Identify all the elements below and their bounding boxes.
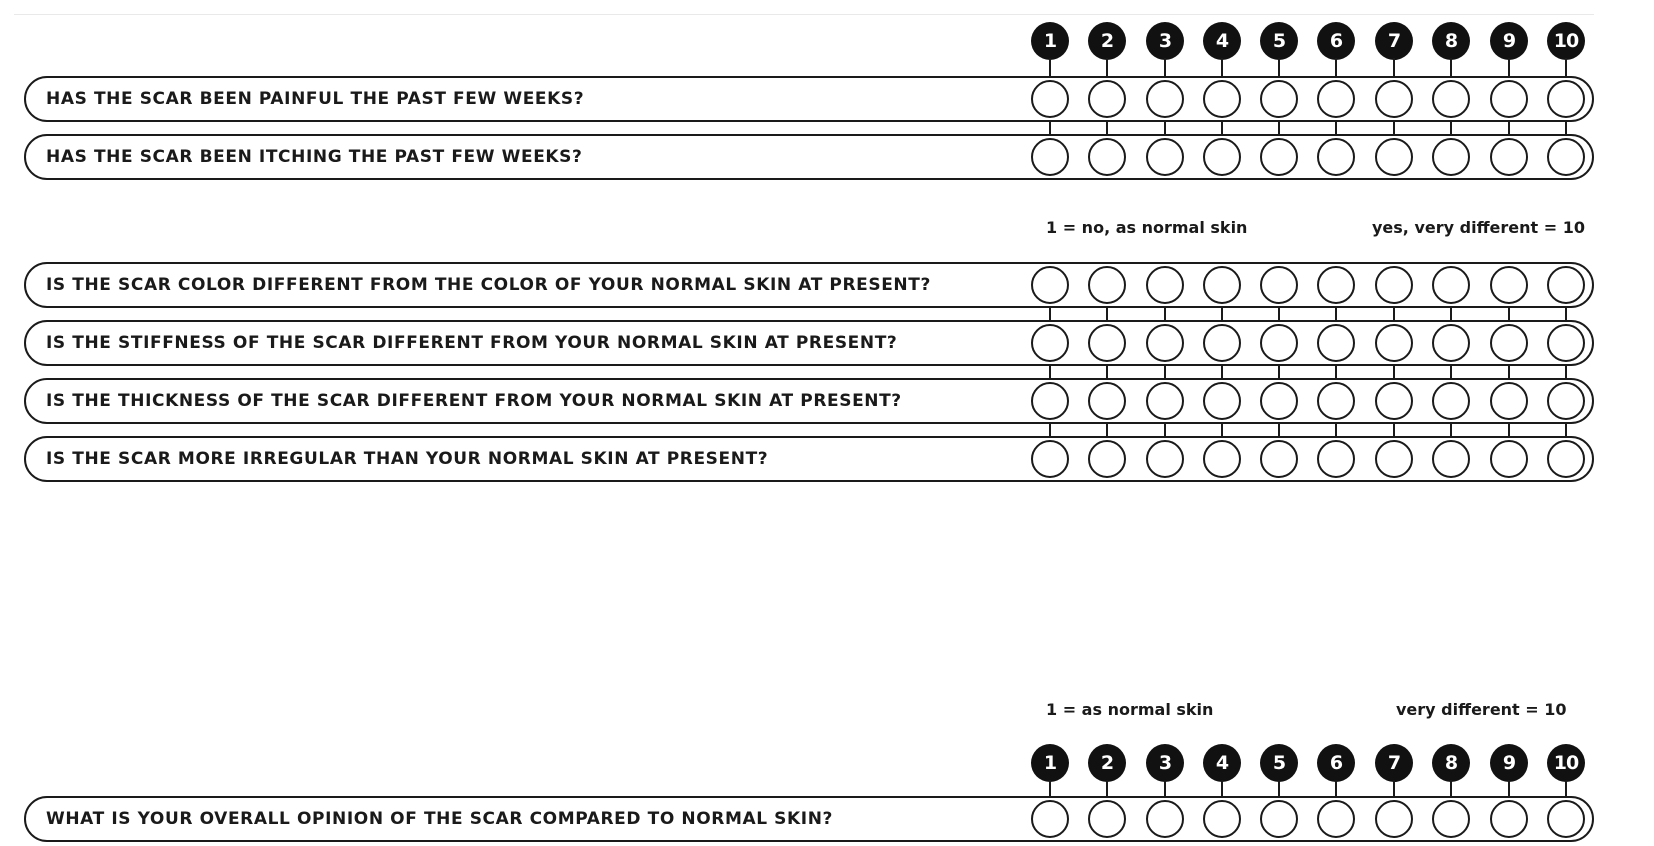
rating-circle-q6-4[interactable]: [1203, 440, 1241, 478]
top-scale-number-5: 5: [1260, 22, 1298, 60]
rating-circle-q6-6[interactable]: [1317, 440, 1355, 478]
question-text: IS THE THICKNESS OF THE SCAR DIFFERENT FROM YOUR NORMAL SKIN AT PRESENT?: [46, 391, 902, 411]
rating-circle-q7-1[interactable]: [1031, 800, 1069, 838]
top-connector-4: [1221, 58, 1223, 78]
rating-circle-q2-3[interactable]: [1146, 138, 1184, 176]
rating-circle-q4-3[interactable]: [1146, 324, 1184, 362]
bottom-scale-number-6: 6: [1317, 744, 1355, 782]
legend-low-section2: 1 = no, as normal skin: [1046, 218, 1248, 237]
rating-circle-q2-6[interactable]: [1317, 138, 1355, 176]
question-text: WHAT IS YOUR OVERALL OPINION OF THE SCAR COMPARED TO NORMAL SKIN?: [46, 809, 834, 829]
question-row-5: [24, 378, 1594, 424]
top-connector-6: [1335, 58, 1337, 78]
rating-circle-q2-7[interactable]: [1375, 138, 1413, 176]
rating-circle-q1-6[interactable]: [1317, 80, 1355, 118]
top-scale-number-8: 8: [1432, 22, 1470, 60]
rating-circle-q1-3[interactable]: [1146, 80, 1184, 118]
top-connector-1: [1049, 58, 1051, 78]
top-connector-2: [1106, 58, 1108, 78]
rating-circle-q1-7[interactable]: [1375, 80, 1413, 118]
bottom-scale-number-5: 5: [1260, 744, 1298, 782]
bottom-scale-number-3: 3: [1146, 744, 1184, 782]
rating-circle-q2-9[interactable]: [1490, 138, 1528, 176]
rating-circle-q1-1[interactable]: [1031, 80, 1069, 118]
rating-circle-q7-7[interactable]: [1375, 800, 1413, 838]
rating-circle-q2-4[interactable]: [1203, 138, 1241, 176]
legend-low-section3: 1 = as normal skin: [1046, 700, 1214, 719]
question-row-1: [24, 76, 1594, 122]
bottom-scale-number-10: 10: [1547, 744, 1585, 782]
rating-circle-q2-10[interactable]: [1547, 138, 1585, 176]
rating-circle-q7-6[interactable]: [1317, 800, 1355, 838]
top-connector-7: [1393, 58, 1395, 78]
rating-circle-q7-5[interactable]: [1260, 800, 1298, 838]
top-scale-number-2: 2: [1088, 22, 1126, 60]
rating-circle-q3-10[interactable]: [1547, 266, 1585, 304]
rating-circle-q4-6[interactable]: [1317, 324, 1355, 362]
rating-circle-q5-6[interactable]: [1317, 382, 1355, 420]
top-scale-number-10: 10: [1547, 22, 1585, 60]
question-row-4: [24, 320, 1594, 366]
rating-circle-q1-5[interactable]: [1260, 80, 1298, 118]
top-scale-number-3: 3: [1146, 22, 1184, 60]
rating-circle-q3-5[interactable]: [1260, 266, 1298, 304]
top-connector-5: [1278, 58, 1280, 78]
rating-circle-q3-8[interactable]: [1432, 266, 1470, 304]
top-scale-number-4: 4: [1203, 22, 1241, 60]
rating-circle-q7-8[interactable]: [1432, 800, 1470, 838]
top-connector-9: [1508, 58, 1510, 78]
rating-circle-q5-1[interactable]: [1031, 382, 1069, 420]
rating-circle-q1-10[interactable]: [1547, 80, 1585, 118]
rating-circle-q3-7[interactable]: [1375, 266, 1413, 304]
rating-circle-q6-9[interactable]: [1490, 440, 1528, 478]
rating-circle-q5-8[interactable]: [1432, 382, 1470, 420]
rating-circle-q7-10[interactable]: [1547, 800, 1585, 838]
top-connector-3: [1164, 58, 1166, 78]
rating-circle-q2-2[interactable]: [1088, 138, 1126, 176]
top-scale-number-9: 9: [1490, 22, 1528, 60]
top-connector-10: [1565, 58, 1567, 78]
rating-circle-q5-3[interactable]: [1146, 382, 1184, 420]
rating-circle-q4-9[interactable]: [1490, 324, 1528, 362]
rating-circle-q1-2[interactable]: [1088, 80, 1126, 118]
rating-circle-q6-5[interactable]: [1260, 440, 1298, 478]
question-row-7: [24, 796, 1594, 842]
rating-circle-q7-4[interactable]: [1203, 800, 1241, 838]
rating-circle-q6-10[interactable]: [1547, 440, 1585, 478]
rating-circle-q1-8[interactable]: [1432, 80, 1470, 118]
rating-circle-q5-4[interactable]: [1203, 382, 1241, 420]
top-connector-8: [1450, 58, 1452, 78]
rating-circle-q3-4[interactable]: [1203, 266, 1241, 304]
rating-circle-q6-8[interactable]: [1432, 440, 1470, 478]
rating-circle-q1-9[interactable]: [1490, 80, 1528, 118]
question-text: IS THE STIFFNESS OF THE SCAR DIFFERENT FROM YOUR NORMAL SKIN AT PRESENT?: [46, 333, 898, 353]
rating-circle-q7-2[interactable]: [1088, 800, 1126, 838]
question-text: IS THE SCAR MORE IRREGULAR THAN YOUR NORMAL SKIN AT PRESENT?: [46, 449, 769, 469]
rating-circle-q2-8[interactable]: [1432, 138, 1470, 176]
rating-circle-q2-1[interactable]: [1031, 138, 1069, 176]
rating-circle-q5-2[interactable]: [1088, 382, 1126, 420]
rating-circle-q5-7[interactable]: [1375, 382, 1413, 420]
rating-circle-q4-4[interactable]: [1203, 324, 1241, 362]
rating-circle-q6-1[interactable]: [1031, 440, 1069, 478]
rating-circle-q3-9[interactable]: [1490, 266, 1528, 304]
rating-circle-q4-8[interactable]: [1432, 324, 1470, 362]
legend-high-section3: very different = 10: [1396, 700, 1567, 719]
top-divider: [14, 14, 1594, 15]
rating-circle-q6-2[interactable]: [1088, 440, 1126, 478]
bottom-scale-number-8: 8: [1432, 744, 1470, 782]
rating-circle-q3-2[interactable]: [1088, 266, 1126, 304]
rating-circle-q7-9[interactable]: [1490, 800, 1528, 838]
rating-circle-q4-5[interactable]: [1260, 324, 1298, 362]
rating-circle-q3-3[interactable]: [1146, 266, 1184, 304]
rating-circle-q5-10[interactable]: [1547, 382, 1585, 420]
rating-circle-q5-9[interactable]: [1490, 382, 1528, 420]
bottom-scale-number-9: 9: [1490, 744, 1528, 782]
question-text: HAS THE SCAR BEEN PAINFUL THE PAST FEW WEEKS?: [46, 89, 585, 109]
question-row-6: [24, 436, 1594, 482]
top-scale-number-6: 6: [1317, 22, 1355, 60]
rating-circle-q5-5[interactable]: [1260, 382, 1298, 420]
rating-circle-q3-6[interactable]: [1317, 266, 1355, 304]
rating-circle-q6-7[interactable]: [1375, 440, 1413, 478]
bottom-scale-number-7: 7: [1375, 744, 1413, 782]
rating-circle-q4-7[interactable]: [1375, 324, 1413, 362]
question-row-2: [24, 134, 1594, 180]
bottom-scale-number-1: 1: [1031, 744, 1069, 782]
legend-high-section2: yes, very different = 10: [1372, 218, 1585, 237]
rating-circle-q2-5[interactable]: [1260, 138, 1298, 176]
rating-circle-q7-3[interactable]: [1146, 800, 1184, 838]
rating-circle-q6-3[interactable]: [1146, 440, 1184, 478]
rating-circle-q4-10[interactable]: [1547, 324, 1585, 362]
rating-circle-q1-4[interactable]: [1203, 80, 1241, 118]
rating-circle-q3-1[interactable]: [1031, 266, 1069, 304]
question-row-3: [24, 262, 1594, 308]
bottom-scale-number-4: 4: [1203, 744, 1241, 782]
question-text: IS THE SCAR COLOR DIFFERENT FROM THE COLOR OF YOUR NORMAL SKIN AT PRESENT?: [46, 275, 931, 295]
rating-circle-q4-1[interactable]: [1031, 324, 1069, 362]
bottom-scale-number-2: 2: [1088, 744, 1126, 782]
rating-circle-q4-2[interactable]: [1088, 324, 1126, 362]
top-scale-number-1: 1: [1031, 22, 1069, 60]
question-text: HAS THE SCAR BEEN ITCHING THE PAST FEW WEEKS?: [46, 147, 583, 167]
top-scale-number-7: 7: [1375, 22, 1413, 60]
